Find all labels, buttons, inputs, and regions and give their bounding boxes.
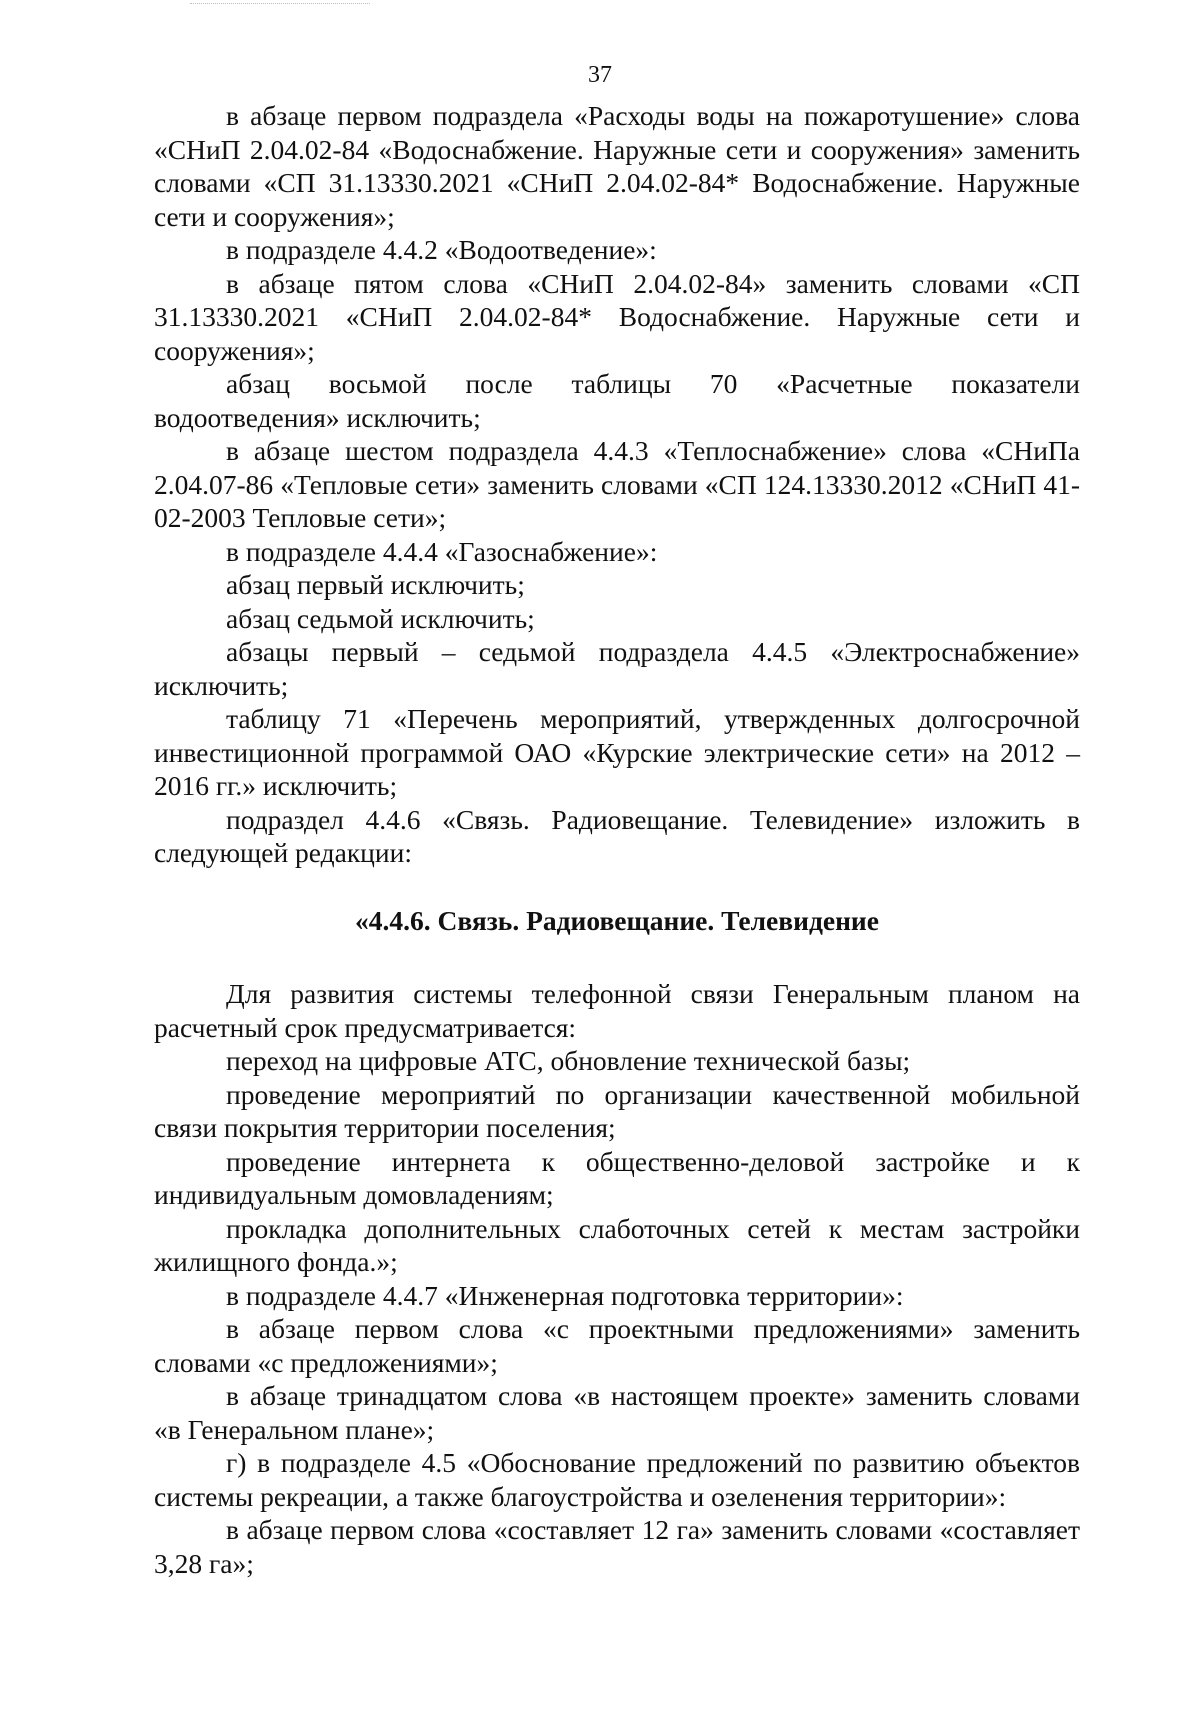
paragraph: переход на цифровые АТС, обновление технической базы; [226,1045,911,1076]
paragraph: в абзаце первом слова «составляет 12 га» заменить словами «составляет 3,28 га»; [154,1514,1080,1579]
paragraph: прокладка дополнительных слаботочных сетей к местам застройки жилищного фонда.»; [154,1212,1080,1277]
paragraph: проведение мероприятий по организации качественной мобильной связи покрытия территории поселения; [154,1078,1080,1143]
document-body [154,99,1080,1580]
paragraph: абзац первый исключить; [226,569,525,600]
paragraph: в подразделе 4.4.7 «Инженерная подготовка территории»: [226,1279,904,1311]
paragraph: подраздел 4.4.6 «Связь. Радиовещание. Телевидение» изложить в следующей редакции: [154,803,1080,868]
paragraph: в абзаце пятом слова «СНиП 2.04.02-84» заменить словами «СП 31.13330.2021 «СНиП 2.04.02-84* Водоснабжение. Наружные сети и сооружения»; [154,267,1080,366]
paragraph: в абзаце первом слова «с проектными предложениями» заменить словами «с предложениями»; [154,1313,1080,1378]
paragraph: абзац восьмой после таблицы 70 «Расчетные показатели водоотведения» исключить; [154,368,1080,433]
paragraph: Для развития системы телефонной связи Генеральным планом на расчетный срок предусматривается: [154,978,1080,1043]
paragraph: в подразделе 4.4.4 «Газоснабжение»: [226,535,658,567]
paragraph: проведение интернета к общественно-деловой застройке и к индивидуальным домовладениям; [154,1145,1080,1210]
paragraph: в подразделе 4.4.2 «Водоотведение»: [226,234,657,265]
paragraph: в абзаце шестом подраздела 4.4.3 «Теплоснабжение» слова «СНиПа 2.04.07-86 «Тепловые сети» заменить словами «СП 124.13330.2012 «СНиП 41-02-2003 Тепловые сети»; [154,435,1080,533]
page-number: 37 [588,62,612,88]
section-heading: «4.4.6. Связь. Радиовещание. Телевидение [355,904,879,936]
paragraph: абзац седьмой исключить; [226,602,535,634]
paragraph: г) в подразделе 4.5 «Обоснование предложений по развитию объектов системы рекреации, а также благоустройства и озеленения территории»: [154,1447,1080,1512]
scan-artifact [190,0,370,4]
paragraph: абзацы первый – седьмой подраздела 4.4.5 «Электроснабжение» исключить; [154,636,1080,701]
paragraph: таблицу 71 «Перечень мероприятий, утвержденных долгосрочной инвестиционной программой ОАО «Курские электрические сети» на 2012 – 2016 гг.» исключить; [154,703,1080,801]
paragraph: в абзаце первом подраздела «Расходы воды на пожаротушение» слова «СНиП 2.04.02-84 «Водоснабжение. Наружные сети и сооружения» заменить словами «СП 31.13330.2021 «СНиП 2.04.02-84* Водоснабжение. Наружные сети и сооружения»; [154,100,1080,232]
paragraph: в абзаце тринадцатом слова «в настоящем проекте» заменить словами «в Генеральном плане»; [154,1380,1080,1445]
